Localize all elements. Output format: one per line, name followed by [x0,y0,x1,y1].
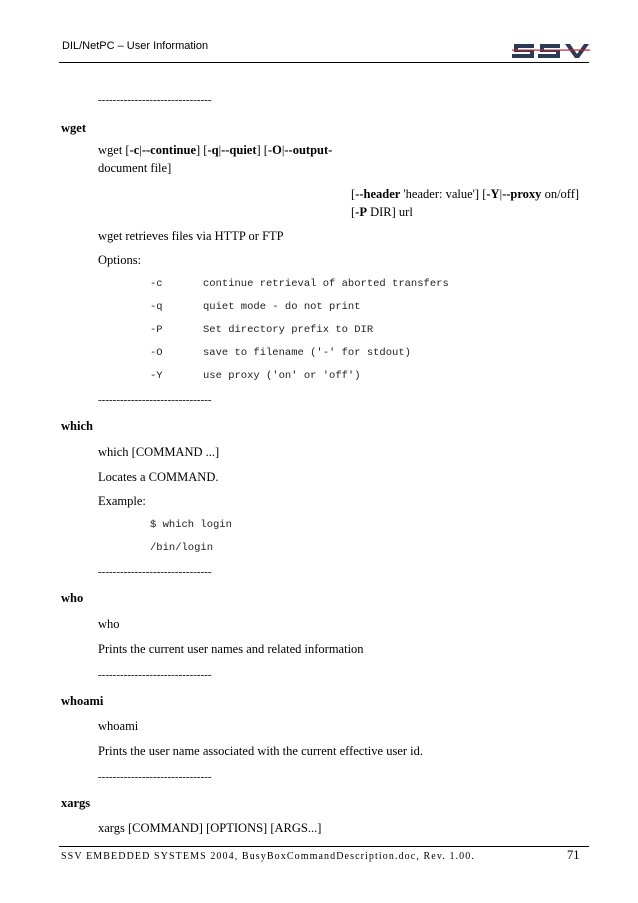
syntax-text: | [499,187,503,201]
syntax-flag: -c [129,143,140,157]
option-text: save to filename ('-' for stdout) [203,347,411,359]
wget-syntax-line4 [351,205,413,220]
syntax-flag: --proxy [502,187,542,201]
syntax-text: ] [ [256,143,268,157]
syntax-text: wget [ [98,143,130,157]
header-rule [59,62,589,63]
option-flag: -Y [150,370,163,382]
option-text: use proxy ('on' or 'off') [203,370,361,382]
syntax-flag: --output- [284,143,333,157]
wget-options-label: Options: [98,253,142,267]
option-flag: -O [150,347,163,359]
footer-text: SSV EMBEDDED SYSTEMS 2004, BusyBoxCommandDescription.doc, Rev. 1.00. [61,851,475,862]
wget-description: wget retrieves files via HTTP or FTP [98,229,284,243]
syntax-text: DIR] url [366,205,413,219]
command-heading-who: who [61,591,84,605]
whoami-syntax: whoami [98,719,139,733]
syntax-flag: -P [355,205,367,219]
syntax-text: | [139,143,142,157]
xargs-syntax: xargs [COMMAND] [OPTIONS] [ARGS...] [98,821,322,835]
example-line: /bin/login [150,542,214,554]
command-heading-which: which [61,419,93,433]
which-description: Locates a COMMAND. [98,470,219,484]
syntax-text: on/off] [541,187,580,201]
separator: ------------------------------- [98,669,212,681]
option-text: Set directory prefix to DIR [203,324,374,336]
syntax-text: 'header: value'] [ [400,187,487,201]
page-number: 71 [567,848,580,862]
wget-syntax-line3 [351,187,579,202]
syntax-flag: -q [207,143,219,157]
command-heading-wget: wget [61,121,86,135]
which-syntax: which [COMMAND ...] [98,445,220,459]
whoami-description: Prints the user name associated with the current effective user id. [98,744,424,758]
which-example-label: Example: [98,494,146,508]
wget-syntax-line2: document file] [98,161,172,175]
syntax-flag: --header [355,187,401,201]
option-flag: -q [150,301,163,313]
header-title: DIL/NetPC – User Information [62,40,209,52]
ssv-logo [512,40,590,62]
command-heading-whoami: whoami [61,694,104,708]
syntax-flag: --continue [141,143,196,157]
who-description: Prints the current user names and related information [98,642,364,656]
syntax-text: ] [ [196,143,208,157]
separator: ------------------------------- [98,566,212,578]
separator: ------------------------------- [98,394,212,406]
syntax-flag: -O [267,143,282,157]
separator: ------------------------------- [98,94,212,106]
syntax-text: [ [351,205,356,219]
example-line: $ which login [150,519,232,531]
syntax-text: | [281,143,285,157]
syntax-flag: -Y [486,187,500,201]
option-flag: -c [150,278,163,290]
who-syntax: who [98,617,120,631]
syntax-flag: --quiet [221,143,257,157]
footer-rule [59,846,589,847]
wget-syntax-line1 [98,143,332,158]
option-text: continue retrieval of aborted transfers [203,278,449,290]
separator: ------------------------------- [98,771,212,783]
option-flag: -P [150,324,163,336]
command-heading-xargs: xargs [61,796,91,810]
syntax-text: [ [351,187,356,201]
option-text: quiet mode - do not print [203,301,361,313]
syntax-text: | [218,143,222,157]
